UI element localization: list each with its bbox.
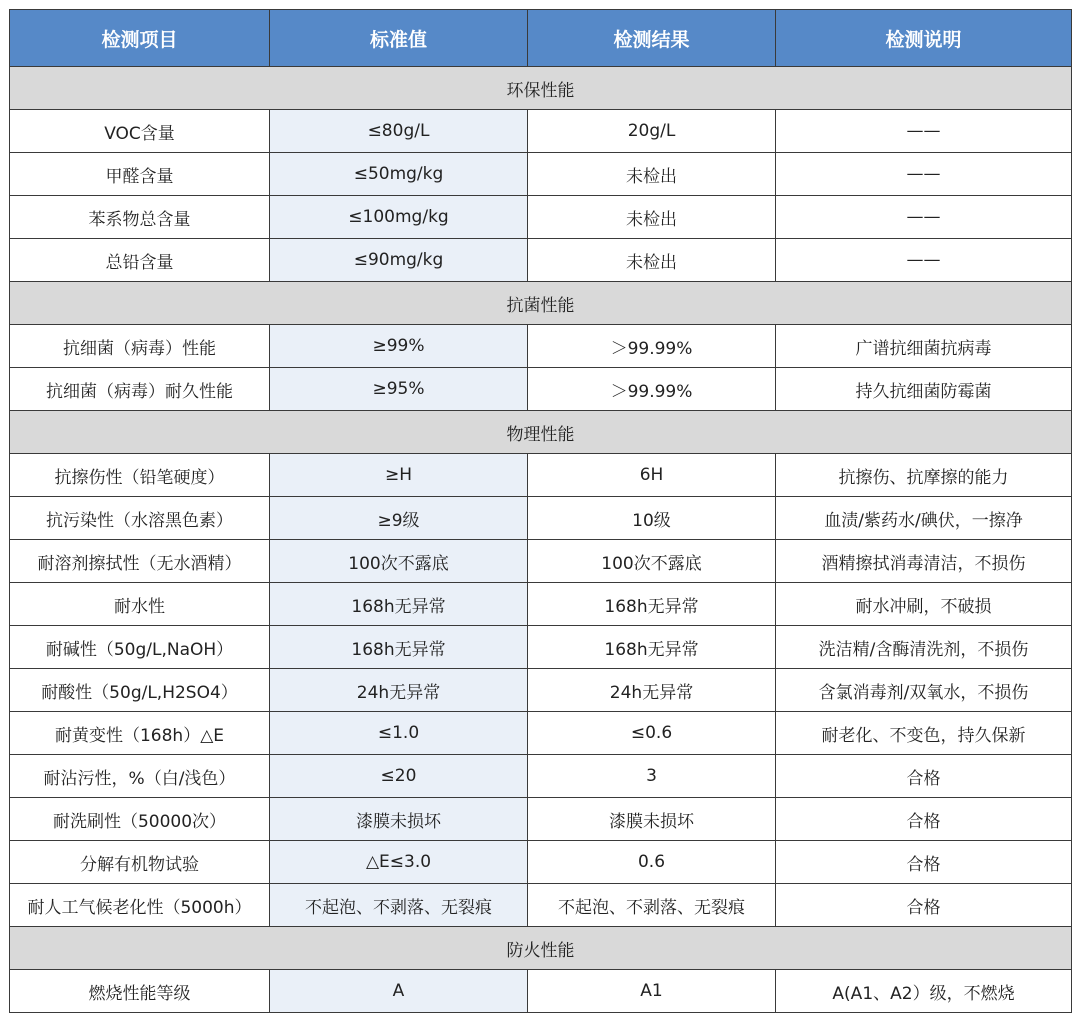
cell-standard: ≥99% [270, 325, 528, 368]
cell-standard: △E≤3.0 [270, 841, 528, 884]
cell-result: A1 [528, 970, 776, 1013]
cell-result: 3 [528, 755, 776, 798]
cell-result: 168h无异常 [528, 626, 776, 669]
table-row [10, 755, 1072, 798]
cell-standard: ≥9级 [270, 497, 528, 540]
cell-standard: 100次不露底 [270, 540, 528, 583]
header-test-item: 检测项目 [10, 10, 270, 67]
cell-result: ＞99.99% [528, 368, 776, 411]
cell-description: —— [776, 196, 1072, 239]
section-label: 防火性能 [10, 927, 1072, 970]
cell-standard: ≤80g/L [270, 110, 528, 153]
section-row [10, 67, 1072, 110]
cell-result: 未检出 [528, 239, 776, 282]
cell-description: —— [776, 239, 1072, 282]
header-test-description: 检测说明 [776, 10, 1072, 67]
table-row [10, 196, 1072, 239]
section-label: 环保性能 [10, 67, 1072, 110]
cell-standard: ≤90mg/kg [270, 239, 528, 282]
cell-description: —— [776, 110, 1072, 153]
cell-description: 耐老化、不变色，持久保新 [776, 712, 1072, 755]
cell-result: 24h无异常 [528, 669, 776, 712]
cell-description: 持久抗细菌防霉菌 [776, 368, 1072, 411]
table-row [10, 368, 1072, 411]
section-row [10, 927, 1072, 970]
table-row [10, 497, 1072, 540]
cell-item: 抗细菌（病毒）耐久性能 [10, 368, 270, 411]
cell-result: 6H [528, 454, 776, 497]
cell-description: 耐水冲刷，不破损 [776, 583, 1072, 626]
table-row [10, 798, 1072, 841]
cell-result: 10级 [528, 497, 776, 540]
cell-item: 燃烧性能等级 [10, 970, 270, 1013]
header-standard-value: 标准值 [270, 10, 528, 67]
cell-item: 总铅含量 [10, 239, 270, 282]
table-row [10, 239, 1072, 282]
cell-result: 168h无异常 [528, 583, 776, 626]
cell-item: 耐沾污性，%（白/浅色） [10, 755, 270, 798]
table-row [10, 454, 1072, 497]
cell-item: 耐溶剂擦拭性（无水酒精） [10, 540, 270, 583]
cell-standard: ≥95% [270, 368, 528, 411]
cell-result: 漆膜未损坏 [528, 798, 776, 841]
cell-standard: 漆膜未损坏 [270, 798, 528, 841]
cell-standard: 24h无异常 [270, 669, 528, 712]
section-row [10, 411, 1072, 454]
cell-description: 血渍/紫药水/碘伏，一擦净 [776, 497, 1072, 540]
cell-item: 耐黄变性（168h）△E [10, 712, 270, 755]
table-row [10, 325, 1072, 368]
cell-result: ＞99.99% [528, 325, 776, 368]
cell-item: 分解有机物试验 [10, 841, 270, 884]
cell-item: 抗污染性（水溶黑色素） [10, 497, 270, 540]
cell-item: 耐水性 [10, 583, 270, 626]
cell-standard: ≤1.0 [270, 712, 528, 755]
table-row [10, 841, 1072, 884]
cell-description: A(A1、A2）级，不燃烧 [776, 970, 1072, 1013]
cell-item: 耐碱性（50g/L,NaOH） [10, 626, 270, 669]
cell-standard: 168h无异常 [270, 583, 528, 626]
cell-standard: ≤100mg/kg [270, 196, 528, 239]
section-label: 抗菌性能 [10, 282, 1072, 325]
cell-standard: ≤50mg/kg [270, 153, 528, 196]
table-row [10, 669, 1072, 712]
table-row [10, 712, 1072, 755]
table-header-row [10, 10, 1072, 67]
test-results-table [9, 9, 1072, 1013]
cell-description: 合格 [776, 841, 1072, 884]
cell-description: 合格 [776, 755, 1072, 798]
cell-item: 抗擦伤性（铅笔硬度） [10, 454, 270, 497]
cell-result: ≤0.6 [528, 712, 776, 755]
cell-result: 不起泡、不剥落、无裂痕 [528, 884, 776, 927]
cell-result: 未检出 [528, 153, 776, 196]
cell-description: 合格 [776, 884, 1072, 927]
cell-standard: ≥H [270, 454, 528, 497]
cell-description: 广谱抗细菌抗病毒 [776, 325, 1072, 368]
cell-result: 0.6 [528, 841, 776, 884]
table-row [10, 540, 1072, 583]
cell-standard: 不起泡、不剥落、无裂痕 [270, 884, 528, 927]
cell-description: 酒精擦拭消毒清洁，不损伤 [776, 540, 1072, 583]
section-label: 物理性能 [10, 411, 1072, 454]
cell-result: 未检出 [528, 196, 776, 239]
cell-result: 100次不露底 [528, 540, 776, 583]
cell-result: 20g/L [528, 110, 776, 153]
cell-item: 耐酸性（50g/L,H2SO4） [10, 669, 270, 712]
cell-standard: 168h无异常 [270, 626, 528, 669]
cell-description: 含氯消毒剂/双氧水，不损伤 [776, 669, 1072, 712]
table-row [10, 626, 1072, 669]
table-row [10, 153, 1072, 196]
cell-item: 苯系物总含量 [10, 196, 270, 239]
cell-description: 抗擦伤、抗摩擦的能力 [776, 454, 1072, 497]
cell-description: 洗洁精/含酶清洗剂，不损伤 [776, 626, 1072, 669]
cell-item: VOC含量 [10, 110, 270, 153]
cell-description: —— [776, 153, 1072, 196]
table-row [10, 970, 1072, 1013]
table-row [10, 884, 1072, 927]
cell-standard: A [270, 970, 528, 1013]
cell-item: 耐人工气候老化性（5000h） [10, 884, 270, 927]
table-row [10, 583, 1072, 626]
section-row [10, 282, 1072, 325]
cell-description: 合格 [776, 798, 1072, 841]
cell-item: 甲醛含量 [10, 153, 270, 196]
cell-item: 抗细菌（病毒）性能 [10, 325, 270, 368]
cell-standard: ≤20 [270, 755, 528, 798]
table-row [10, 110, 1072, 153]
cell-item: 耐洗刷性（50000次） [10, 798, 270, 841]
header-test-result: 检测结果 [528, 10, 776, 67]
table-body [10, 67, 1072, 1013]
